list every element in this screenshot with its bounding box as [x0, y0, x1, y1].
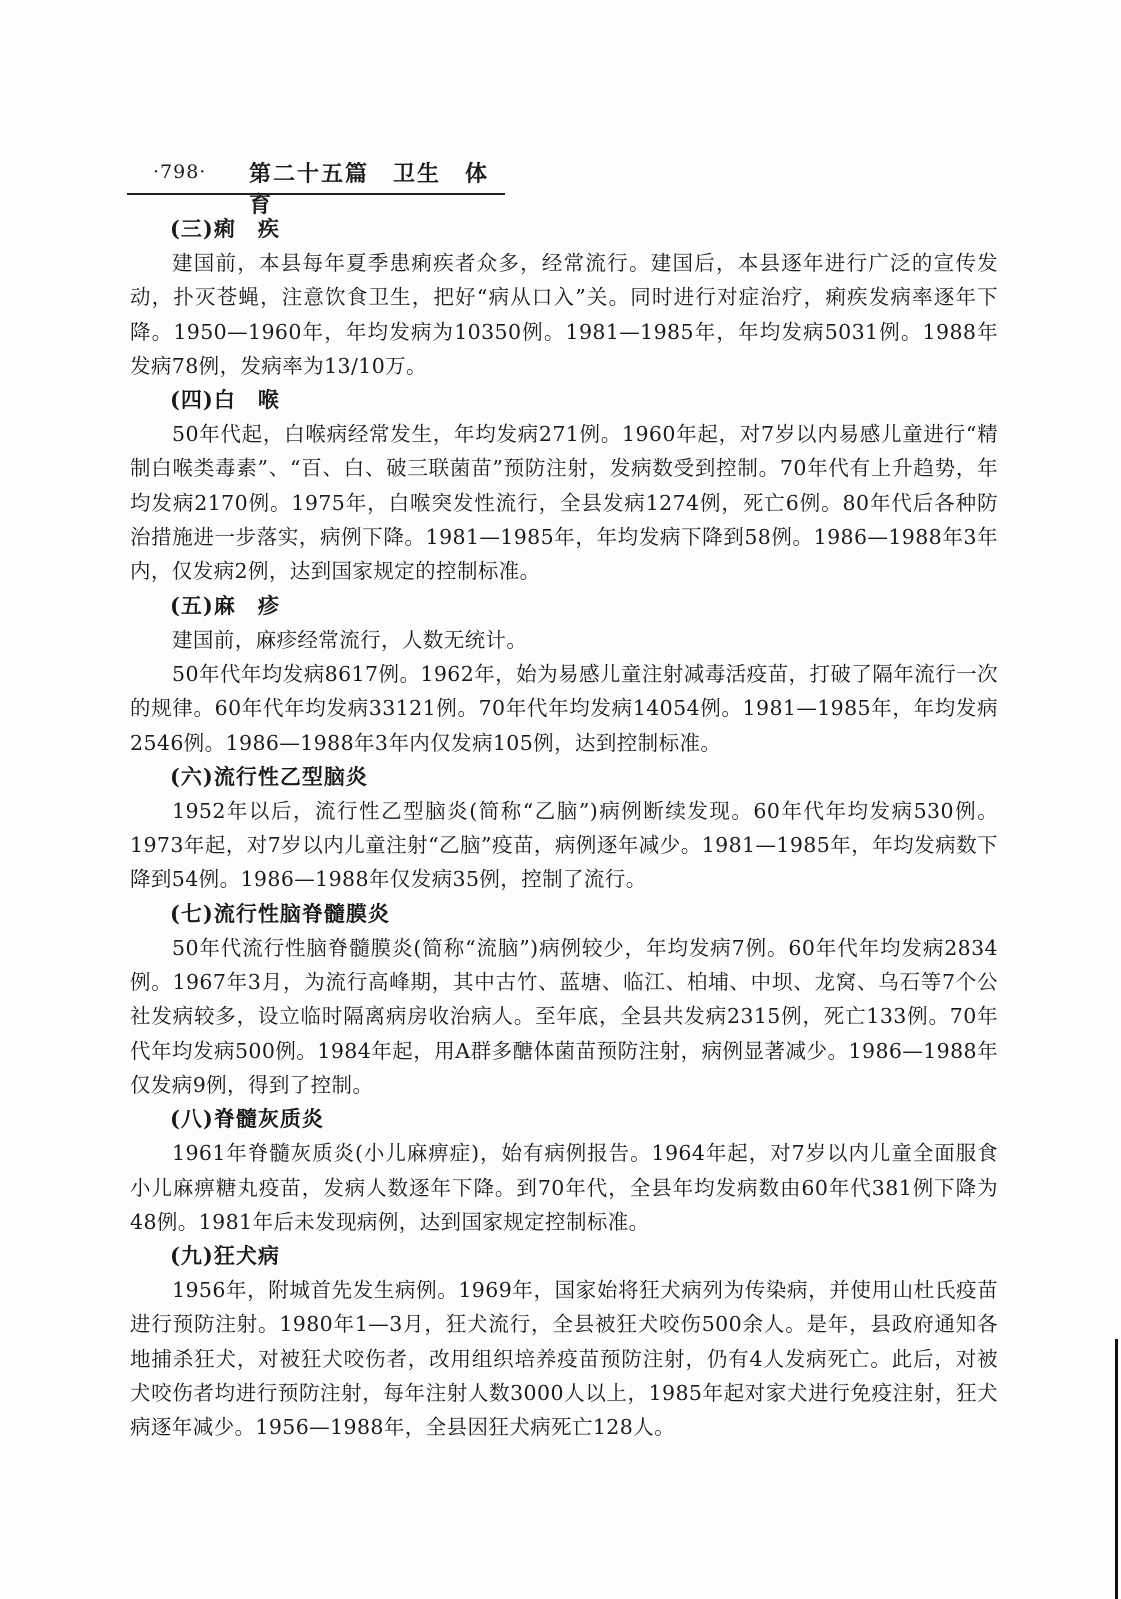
paragraph: 1956年，附城首先发生病例。1969年，国家始将狂犬病列为传染病，并使用山杜氏疫苗进行预防注射。1980年1—3月，狂犬流行，全县被狂犬咬伤500余人。是年，县政府通知各地捕杀狂犬，对被狂犬咬伤者，改用组织培养疫苗预防注射，仍有4人发病死亡。此后，对被犬咬伤者均进行预防注射，每年注射人数3000人以上，1985年起对家犬进行免疫注射，狂犬病逐年减少。1956—1988年，全县因狂犬病死亡128人。 — [130, 1278, 998, 1440]
section-title: (九)狂犬病 — [170, 1243, 280, 1269]
section-title: (六)流行性乙型脑炎 — [170, 763, 368, 789]
chapter-title: 第二十五篇 卫生 体育 — [249, 161, 490, 218]
paragraph: 1961年脊髓灰质炎(小儿麻痹症)，始有病例报告。1964年起，对7岁以内儿童全面服食小儿麻痹糖丸疫苗，发病人数逐年下降。到70年代，全县年均发病数由60年代381例下降为48例。1981年后未发现病例，达到国家规定控制标准。 — [130, 1141, 998, 1234]
section-title: (八)脊髓灰质炎 — [170, 1106, 324, 1132]
section-meningitis — [130, 897, 998, 1102]
paragraph: 建国前，本县每年夏季患痢疾者众多，经常流行。建国后，本县逐年进行广泛的宣传发动，扑灭苍蝇，注意饮食卫生，把好“病从口入”关。同时进行对症治疗，痢疾发病率逐年下降。1950—1960年，年均发病为10350例。1981—1985年，年均发病5031例。1988年发病78例，发病率为13/10万。 — [130, 251, 998, 378]
section-measles — [130, 589, 998, 760]
section-rabies — [130, 1239, 998, 1444]
section-diphtheria — [130, 383, 998, 588]
section-poliomyelitis — [130, 1102, 998, 1239]
paragraph: 建国前，麻疹经常流行，人数无统计。 — [172, 627, 528, 652]
section-dysentery — [130, 212, 998, 383]
section-title: (五)麻 疹 — [170, 592, 280, 618]
section-title: (三)痢 疾 — [170, 216, 280, 241]
paragraph: 1952年以后，流行性乙型脑炎(简称“乙脑”)病例断续发现。60年代年均发病530例。1973年起，对7岁以内儿童注射“乙脑”疫苗，病例逐年减少。1981—1985年，年均发病数下降到54例。1986—1988年仅发病35例，控制了流行。 — [130, 798, 998, 892]
paragraph: 50年代年均发病8617例。1962年，始为易感儿童注射减毒活疫苗，打破了隔年流行一次的规律。60年代年均发病33121例。70年代年均发病14054例。1981—1985年，年均发病2546例。1986—1988年3年内仅发病105例，达到控制标准。 — [130, 661, 998, 755]
body-text — [130, 212, 998, 1445]
page-header — [127, 155, 505, 218]
scan-edge-line — [1115, 1339, 1118, 1599]
section-title: (七)流行性脑脊髓膜炎 — [170, 900, 390, 926]
section-title: (四)白 喉 — [170, 387, 280, 413]
page-number: ·798· — [153, 161, 207, 183]
section-japanese-encephalitis — [130, 760, 998, 897]
paragraph: 50年代起，白喉病经常发生，年均发病271例。1960年起，对7岁以内易感儿童进行“精制白喉类毒素”、“百、白、破三联菌苗”预防注射，发病数受到控制。70年代有上升趋势，年均发病2170例。1975年，白喉突发性流行，全县发病1274例，死亡6例。80年代后各种防治措施进一步落实，病例下降。1981—1985年，年均发病下降到58例。1986—1988年3年内，仅发病2例，达到国家规定的控制标准。 — [130, 422, 998, 584]
paragraph: 50年代流行性脑脊髓膜炎(简称“流脑”)病例较少，年均发病7例。60年代年均发病2834例。1967年3月，为流行高峰期，其中古竹、蓝塘、临江、柏埔、中坝、龙窝、乌石等7个公社发病较多，设立临时隔离病房收治病人。至年底，全县共发病2315例，死亡133例。70年代年均发病500例。1984年起，用A群多醣体菌苗预防注射，病例显著减少。1986—1988年仅发病9例，得到了控制。 — [130, 935, 998, 1097]
